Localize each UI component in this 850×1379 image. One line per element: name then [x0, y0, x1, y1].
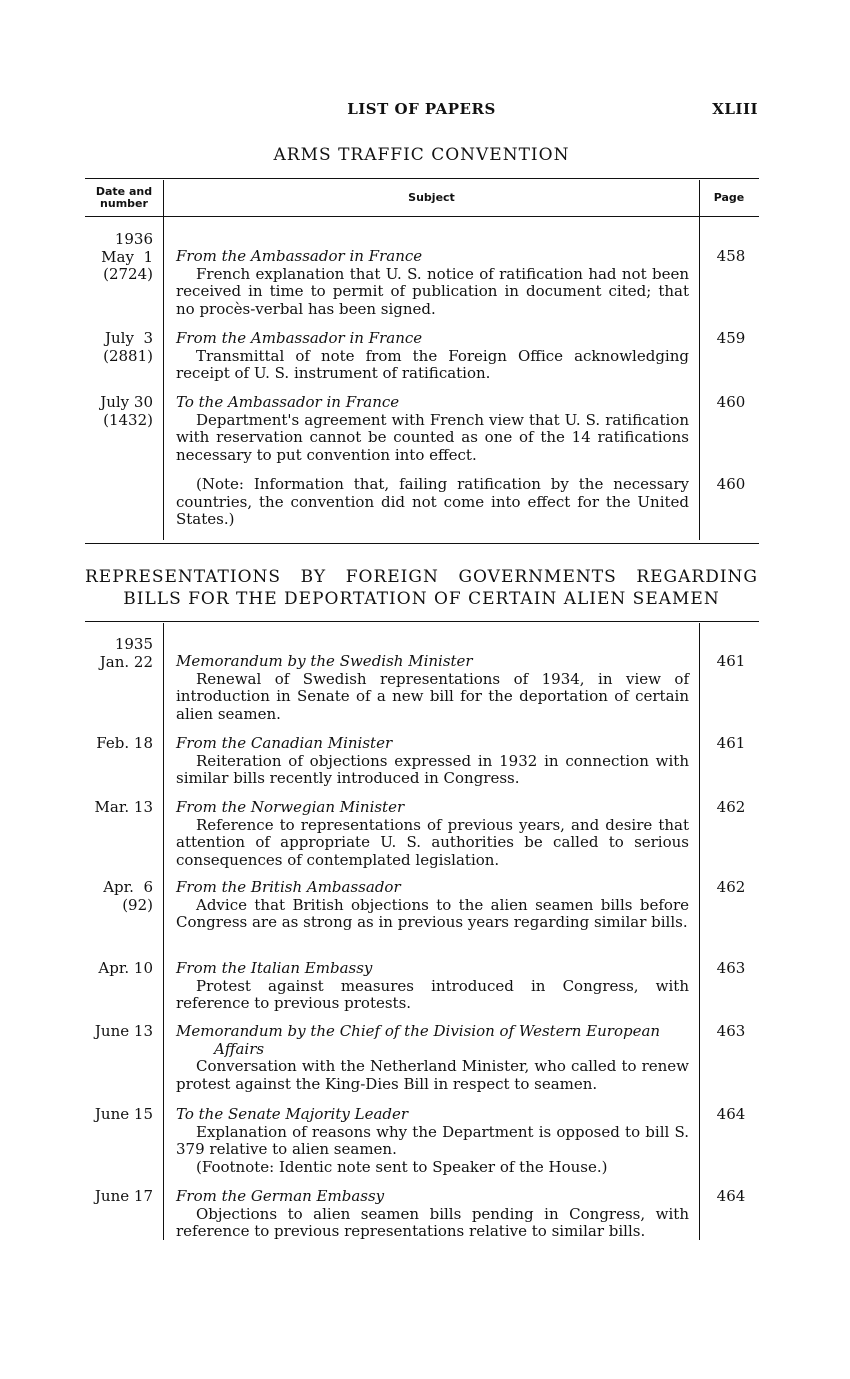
entry-day: July 30 — [100, 393, 153, 411]
entry-text: Renewal of Swedish representations of 1934, in view of introduction in Senate of a new bill for the deportation of certain alien seamen. — [176, 669, 689, 723]
page-number: XLIII — [712, 100, 758, 118]
column-header-subject: Subject — [408, 191, 455, 204]
entry-date — [85, 799, 153, 817]
entry-date — [85, 1023, 153, 1041]
entry-text: Transmittal of note from the Foreign Office acknowledging receipt of U. S. instrument of ratification. — [176, 346, 689, 382]
column-divider-left — [163, 623, 164, 1240]
entry-text: Protest against measures introduced in Congress, with reference to previous protests. — [176, 976, 689, 1012]
entry-number: (2881) — [103, 346, 153, 365]
running-head — [85, 100, 758, 122]
entry-page: 462 — [716, 878, 746, 896]
entry-heading: To the Senate Majority Leader — [176, 1105, 409, 1123]
entry-heading: Memorandum by the Swedish Minister — [176, 652, 473, 670]
entry-date — [85, 636, 153, 671]
entry-page: 464 — [716, 1187, 746, 1205]
entry-subject — [176, 879, 689, 932]
entry-day: Apr. 10 — [98, 959, 153, 977]
entry-subject — [176, 1188, 689, 1241]
section-title-line-2: BILLS FOR THE DEPORTATION OF CERTAIN ALIEN SEAMEN — [123, 589, 720, 609]
table-top-rule — [85, 621, 759, 622]
entry-text: Reference to representations of previous years, and desire that attention of appropriate U. S. authorities be called to serious consequences of contemplated legislation. — [176, 815, 689, 869]
column-divider-left — [163, 180, 164, 540]
entry-date — [85, 1106, 153, 1124]
entry-year: 1935 — [114, 635, 153, 653]
entry-day: Mar. 13 — [94, 798, 153, 816]
entry-day: July 3 — [104, 329, 153, 347]
entry-day: May 1 — [101, 247, 153, 266]
entry-page: 462 — [716, 798, 746, 816]
entry-date — [85, 1188, 153, 1206]
section-title-line-1: REPRESENTATIONS BY FOREIGN GOVERNMENTS REGARDING — [85, 567, 758, 587]
entry-page: 463 — [716, 959, 746, 977]
entry-subject — [176, 476, 689, 529]
running-title: LIST OF PAPERS — [347, 100, 496, 118]
entry-date — [85, 231, 153, 284]
entry-date — [85, 330, 153, 365]
entry-note: (Note: Information that, failing ratification by the necessary countries, the convention did not come into effect for the United States.) — [176, 475, 689, 528]
entry-text: Objections to alien seamen bills pending in Congress, with reference to previous representations relative to similar bills. — [176, 1204, 689, 1240]
entry-date — [85, 960, 153, 978]
entry-text: Advice that British objections to the alien seamen bills before Congress are as strong as in previous years regarding similar bills. — [176, 895, 689, 931]
entry-page: 461 — [716, 652, 746, 670]
section-title-arms-traffic: ARMS TRAFFIC CONVENTION — [273, 145, 570, 165]
entry-subject — [176, 653, 689, 723]
entry-heading: From the Canadian Minister — [176, 734, 393, 752]
entry-year: 1936 — [114, 230, 153, 248]
entry-number: (1432) — [103, 410, 153, 429]
entry-day: June 13 — [94, 1022, 153, 1040]
entry-subject — [176, 799, 689, 869]
entry-text: Conversation with the Netherland Minister, who called to renew protest against the King-Dies Bill in respect to seamen. — [176, 1057, 689, 1093]
entry-subject — [176, 735, 689, 788]
entry-day: June 15 — [94, 1105, 153, 1123]
entry-subject — [176, 248, 689, 318]
entry-page: 460 — [716, 475, 746, 493]
entry-text: Explanation of reasons why the Department is opposed to bill S. 379 relative to alien seamen. — [176, 1122, 689, 1158]
entry-heading: From the British Ambassador — [176, 878, 401, 896]
entry-date — [85, 735, 153, 753]
entry-page: 458 — [716, 247, 746, 265]
entry-number: (2724) — [103, 265, 153, 283]
entry-date — [85, 879, 153, 914]
entry-footnote: (Footnote: Identic note sent to Speaker of the House.) — [196, 1157, 608, 1176]
entry-heading: From the Ambassador in France — [176, 329, 423, 347]
column-header-date: Date and number — [95, 185, 153, 210]
entry-subject — [176, 1106, 689, 1176]
table-header-rule — [85, 216, 759, 217]
table-bottom-rule — [85, 543, 759, 544]
entry-day: June 17 — [94, 1187, 153, 1205]
entry-text: French explanation that U. S. notice of ratification had not been received in time to permit of publication in document cited; that no procès-verbal has been signed. — [176, 264, 689, 318]
entry-subject — [176, 394, 689, 464]
table-top-rule — [85, 178, 759, 179]
entry-page: 459 — [716, 329, 746, 347]
entry-heading: From the German Embassy — [176, 1187, 385, 1205]
entry-subject — [176, 330, 689, 383]
entry-heading: Memorandum by the Chief of the Division of Western European — [176, 1022, 661, 1040]
entry-date — [85, 394, 153, 429]
entry-page: 463 — [716, 1022, 746, 1040]
entry-heading-continued: Affairs — [214, 1039, 265, 1058]
entry-subject — [176, 960, 689, 1013]
entry-page: 464 — [716, 1105, 746, 1123]
entry-page: 460 — [716, 393, 746, 411]
entry-heading: From the Norwegian Minister — [176, 798, 405, 816]
entry-text: Reiteration of objections expressed in 1932 in connection with similar bills recently introduced in Congress. — [176, 751, 689, 787]
entry-heading: To the Ambassador in France — [176, 393, 400, 411]
entry-heading: From the Ambassador in France — [176, 247, 423, 265]
entry-page: 461 — [716, 734, 746, 752]
section-title-deportation — [85, 566, 758, 610]
entry-day: Apr. 6 — [103, 878, 153, 896]
entry-day: Jan. 22 — [99, 652, 153, 671]
entry-subject — [176, 1023, 689, 1093]
entry-day: Feb. 18 — [96, 734, 153, 752]
column-divider-right — [699, 623, 700, 1240]
column-header-page: Page — [713, 191, 745, 204]
entry-number: (92) — [122, 895, 153, 914]
entry-text: Department's agreement with French view that U. S. ratification with reservation cannot be counted as one of the 14 ratifications necessary to put convention into effect. — [176, 410, 689, 464]
column-divider-right — [699, 180, 700, 540]
entry-heading: From the Italian Embassy — [176, 959, 373, 977]
